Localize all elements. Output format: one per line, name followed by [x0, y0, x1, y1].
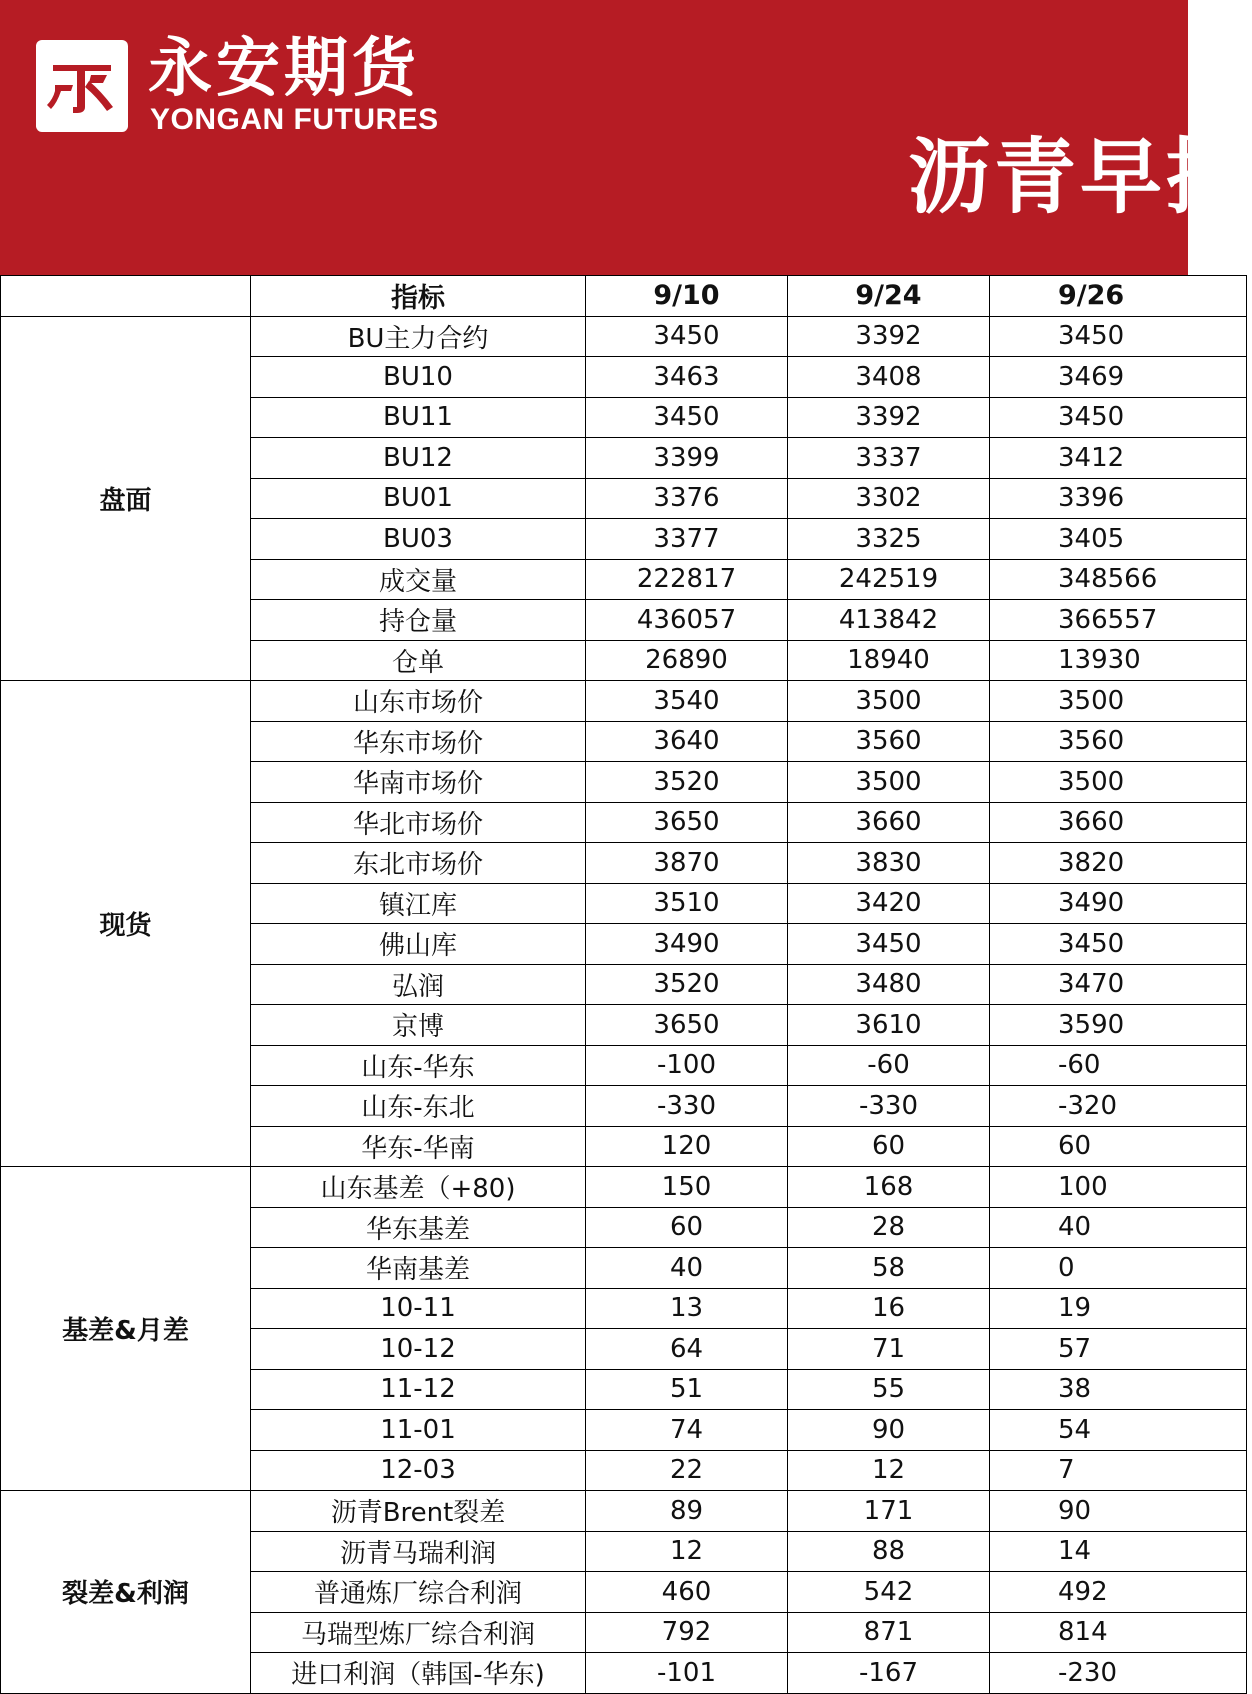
indicator-cell: 华东市场价: [251, 721, 586, 762]
value-cell: 3450: [990, 316, 1247, 357]
value-cell: 3405: [990, 519, 1247, 560]
value-cell: 14: [990, 1531, 1247, 1572]
indicator-cell: 沥青Brent裂差: [251, 1491, 586, 1532]
value-cell: 3510: [586, 883, 788, 924]
indicator-cell: BU03: [251, 519, 586, 560]
value-cell: 792: [586, 1612, 788, 1653]
value-cell: 3500: [990, 681, 1247, 722]
header-banner: [0, 0, 1252, 275]
value-cell: 3420: [788, 883, 990, 924]
page-title: 沥青早报: [908, 130, 1252, 225]
value-cell: 3540: [586, 681, 788, 722]
svg-text:永安期货: 永安期货: [148, 32, 420, 106]
value-cell: 3399: [586, 438, 788, 479]
value-cell: 7: [990, 1450, 1247, 1491]
value-cell: 3408: [788, 357, 990, 398]
value-cell: 38: [990, 1369, 1247, 1410]
table-row: [1, 1491, 1247, 1532]
value-cell: 19: [990, 1288, 1247, 1329]
value-cell: 18940: [788, 640, 990, 681]
value-cell: 3469: [990, 357, 1247, 398]
value-cell: 12: [788, 1450, 990, 1491]
category-cell: 裂差&利润: [1, 1491, 251, 1694]
indicator-cell: 京博: [251, 1005, 586, 1046]
value-cell: 242519: [788, 559, 990, 600]
value-cell: 3560: [788, 721, 990, 762]
indicator-cell: 10-12: [251, 1329, 586, 1370]
value-cell: 3660: [788, 802, 990, 843]
value-cell: 51: [586, 1369, 788, 1410]
indicator-cell: 华北市场价: [251, 802, 586, 843]
value-cell: 3500: [788, 762, 990, 803]
indicator-cell: 仓单: [251, 640, 586, 681]
value-cell: 3650: [586, 802, 788, 843]
value-cell: 60: [788, 1126, 990, 1167]
value-cell: 460: [586, 1572, 788, 1613]
value-cell: 3450: [586, 316, 788, 357]
category-cell: 基差&月差: [1, 1167, 251, 1491]
indicator-cell: 沥青马瑞利润: [251, 1531, 586, 1572]
indicator-cell: 山东-东北: [251, 1086, 586, 1127]
indicator-cell: BU11: [251, 397, 586, 438]
column-header: 9/10: [586, 276, 788, 317]
indicator-cell: BU主力合约: [251, 316, 586, 357]
indicator-cell: 华南市场价: [251, 762, 586, 803]
value-cell: 60: [990, 1126, 1247, 1167]
value-cell: -330: [586, 1086, 788, 1127]
value-cell: 348566: [990, 559, 1247, 600]
value-cell: 3490: [990, 883, 1247, 924]
value-cell: 3500: [788, 681, 990, 722]
indicator-cell: 成交量: [251, 559, 586, 600]
indicator-cell: 山东-华东: [251, 1045, 586, 1086]
value-cell: 3450: [586, 397, 788, 438]
value-cell: 16: [788, 1288, 990, 1329]
indicator-cell: 11-01: [251, 1410, 586, 1451]
indicator-cell: 普通炼厂综合利润: [251, 1572, 586, 1613]
value-cell: 3392: [788, 397, 990, 438]
category-cell: 现货: [1, 681, 251, 1167]
value-cell: 171: [788, 1491, 990, 1532]
value-cell: 3463: [586, 357, 788, 398]
value-cell: 90: [990, 1491, 1247, 1532]
value-cell: 64: [586, 1329, 788, 1370]
value-cell: 3520: [586, 762, 788, 803]
indicator-cell: BU12: [251, 438, 586, 479]
corner-cell: [1, 276, 251, 317]
value-cell: 3470: [990, 964, 1247, 1005]
indicator-cell: 弘润: [251, 964, 586, 1005]
category-cell: 盘面: [1, 316, 251, 681]
value-cell: 13930: [990, 640, 1247, 681]
value-cell: 90: [788, 1410, 990, 1451]
value-cell: 54: [990, 1410, 1247, 1451]
indicator-cell: 持仓量: [251, 600, 586, 641]
value-cell: 3590: [990, 1005, 1247, 1046]
indicator-cell: 华南基差: [251, 1248, 586, 1289]
value-cell: 3830: [788, 843, 990, 884]
value-cell: 58: [788, 1248, 990, 1289]
data-table: [0, 275, 1247, 1694]
value-cell: 26890: [586, 640, 788, 681]
indicator-cell: BU01: [251, 478, 586, 519]
indicator-cell: 山东市场价: [251, 681, 586, 722]
logo-icon: [36, 40, 128, 132]
value-cell: 100: [990, 1167, 1247, 1208]
value-cell: 74: [586, 1410, 788, 1451]
value-cell: 814: [990, 1612, 1247, 1653]
value-cell: 3337: [788, 438, 990, 479]
value-cell: 3650: [586, 1005, 788, 1046]
value-cell: 3560: [990, 721, 1247, 762]
value-cell: 3376: [586, 478, 788, 519]
value-cell: 120: [586, 1126, 788, 1167]
value-cell: 89: [586, 1491, 788, 1532]
value-cell: 60: [586, 1207, 788, 1248]
indicator-cell: 进口利润（韩国-华东): [251, 1653, 586, 1694]
value-cell: 150: [586, 1167, 788, 1208]
value-cell: 13: [586, 1288, 788, 1329]
indicator-cell: 10-11: [251, 1288, 586, 1329]
value-cell: 3412: [990, 438, 1247, 479]
value-cell: 436057: [586, 600, 788, 641]
value-cell: 40: [990, 1207, 1247, 1248]
value-cell: 3450: [990, 397, 1247, 438]
value-cell: 22: [586, 1450, 788, 1491]
value-cell: 3396: [990, 478, 1247, 519]
indicator-cell: 东北市场价: [251, 843, 586, 884]
value-cell: -101: [586, 1653, 788, 1694]
column-header: 9/26: [990, 276, 1247, 317]
indicator-cell: 镇江库: [251, 883, 586, 924]
value-cell: 57: [990, 1329, 1247, 1370]
column-header: 指标: [251, 276, 586, 317]
value-cell: 12: [586, 1531, 788, 1572]
value-cell: -100: [586, 1045, 788, 1086]
value-cell: -167: [788, 1653, 990, 1694]
value-cell: -320: [990, 1086, 1247, 1127]
value-cell: 222817: [586, 559, 788, 600]
value-cell: 542: [788, 1572, 990, 1613]
value-cell: 413842: [788, 600, 990, 641]
value-cell: 3302: [788, 478, 990, 519]
value-cell: 168: [788, 1167, 990, 1208]
logo-wordmark: [148, 30, 438, 106]
value-cell: 3870: [586, 843, 788, 884]
indicator-cell: 华东基差: [251, 1207, 586, 1248]
value-cell: 3480: [788, 964, 990, 1005]
indicator-cell: 山东基差（+80): [251, 1167, 586, 1208]
value-cell: 366557: [990, 600, 1247, 641]
value-cell: 3450: [788, 924, 990, 965]
indicator-cell: 华东-华南: [251, 1126, 586, 1167]
value-cell: 871: [788, 1612, 990, 1653]
value-cell: 3640: [586, 721, 788, 762]
value-cell: 55: [788, 1369, 990, 1410]
table-row: [1, 316, 1247, 357]
value-cell: -60: [788, 1045, 990, 1086]
table-row: [1, 1167, 1247, 1208]
value-cell: -230: [990, 1653, 1247, 1694]
indicator-cell: 12-03: [251, 1450, 586, 1491]
column-header: 9/24: [788, 276, 990, 317]
value-cell: 3325: [788, 519, 990, 560]
header-row: [1, 276, 1247, 317]
value-cell: 3660: [990, 802, 1247, 843]
value-cell: 3490: [586, 924, 788, 965]
value-cell: 3820: [990, 843, 1247, 884]
value-cell: -330: [788, 1086, 990, 1127]
indicator-cell: 马瑞型炼厂综合利润: [251, 1612, 586, 1653]
indicator-cell: 11-12: [251, 1369, 586, 1410]
table-viewport: [0, 275, 1188, 1691]
value-cell: 492: [990, 1572, 1247, 1613]
value-cell: 3610: [788, 1005, 990, 1046]
value-cell: 0: [990, 1248, 1247, 1289]
value-cell: 40: [586, 1248, 788, 1289]
table-row: [1, 681, 1247, 722]
indicator-cell: BU10: [251, 357, 586, 398]
value-cell: 3450: [990, 924, 1247, 965]
value-cell: -60: [990, 1045, 1247, 1086]
logo-english: YONGAN FUTURES: [150, 103, 439, 136]
value-cell: 3520: [586, 964, 788, 1005]
value-cell: 3392: [788, 316, 990, 357]
indicator-cell: 佛山库: [251, 924, 586, 965]
value-cell: 3500: [990, 762, 1247, 803]
value-cell: 88: [788, 1531, 990, 1572]
value-cell: 3377: [586, 519, 788, 560]
value-cell: 28: [788, 1207, 990, 1248]
value-cell: 71: [788, 1329, 990, 1370]
